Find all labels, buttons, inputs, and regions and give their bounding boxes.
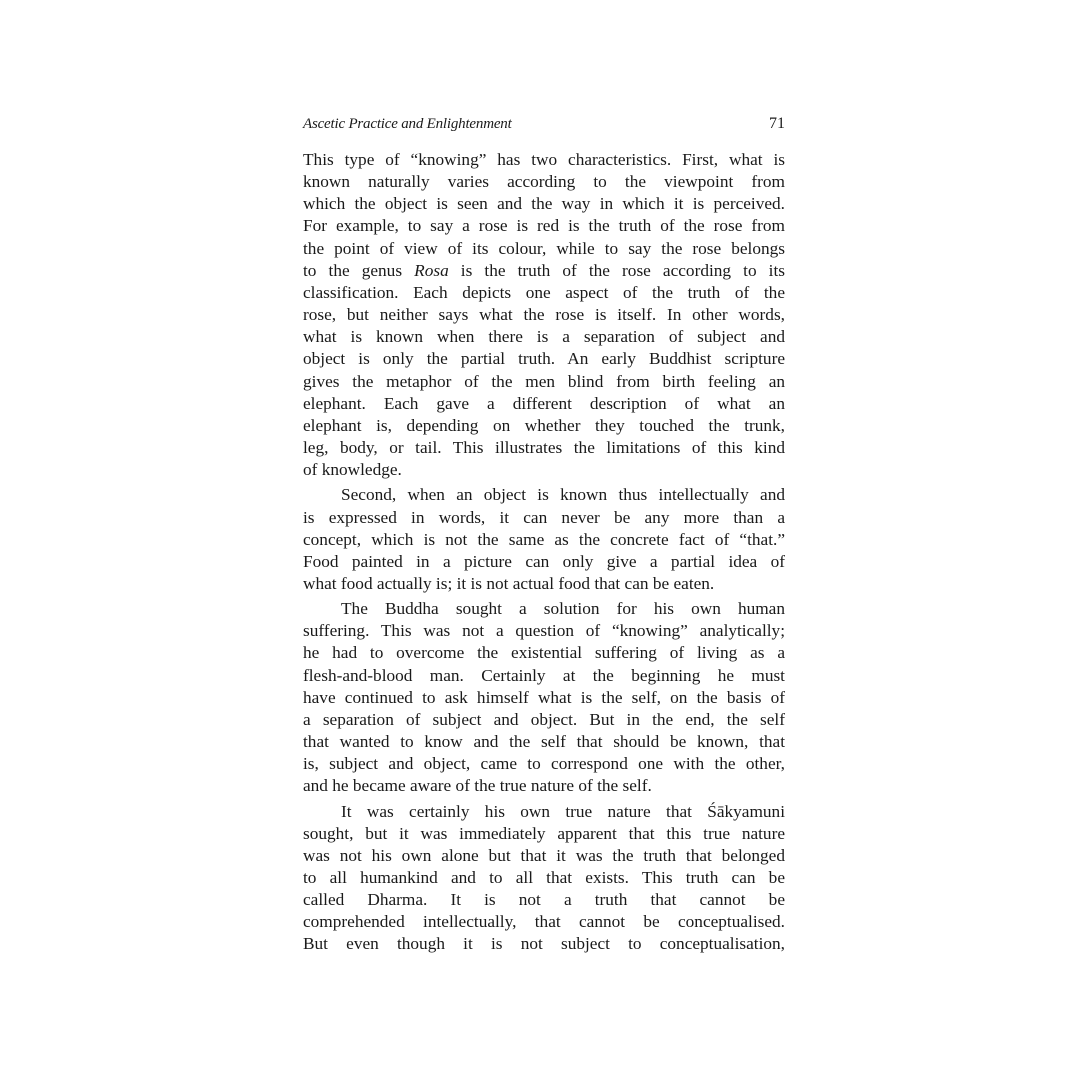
- text-line: rose, but neither says what the rose is itself. In other words,: [303, 305, 785, 325]
- text-line: is expressed in words, it can never be any more than a: [303, 507, 785, 527]
- text-line: he had to overcome the existential suffering of living as a: [303, 643, 785, 663]
- body-text: [303, 149, 785, 956]
- paragraph: [303, 598, 785, 797]
- text-line: comprehended intellectually, that cannot be conceptualised.: [303, 912, 785, 932]
- text-line: a separation of subject and object. But in the end, the self: [303, 709, 785, 729]
- text-line: called Dharma. It is not a truth that cannot be: [303, 890, 785, 910]
- text-line: was not his own alone but that it was the truth that belonged: [303, 845, 785, 865]
- text-segment: to the genus: [303, 260, 415, 280]
- text-line: have continued to ask himself what is the self, on the basis of: [303, 687, 785, 707]
- text-line: gives the metaphor of the men blind from birth feeling an: [303, 371, 785, 391]
- text-line: [303, 260, 785, 282]
- text-line: to all humankind and to all that exists. This truth can be: [303, 868, 785, 887]
- text-line: of knowledge.: [303, 460, 402, 480]
- text-line: suffering. This was not a question of “knowing” analytically;: [303, 621, 785, 641]
- paragraph: [303, 801, 785, 956]
- text-line: This type of “knowing” has two characteristics. First, what is: [303, 150, 785, 169]
- text-line: is, subject and object, came to correspond one with the other,: [303, 754, 785, 774]
- page-number: 71: [769, 115, 785, 132]
- text-line: Food painted in a picture can only give a partial idea of: [303, 551, 785, 571]
- text-line: flesh-and-blood man. Certainly at the beginning he must: [303, 665, 785, 685]
- text-line: and he became aware of the true nature of the self.: [303, 776, 652, 796]
- text-line: leg, body, or tail. This illustrates the limitations of this kind: [303, 438, 785, 458]
- running-header: [303, 115, 785, 139]
- text-line: Second, when an object is known thus intellectually and: [341, 485, 785, 505]
- text-line: sought, but it was immediately apparent that this true nature: [303, 823, 785, 843]
- text-line: what food actually is; it is not actual food that can be eaten.: [303, 573, 715, 593]
- text-line: elephant is, depending on whether they touched the trunk,: [303, 415, 785, 435]
- text-line: what is known when there is a separation of subject and: [303, 327, 785, 347]
- text-line: For example, to say a rose is red is the truth of the rose from: [303, 216, 785, 236]
- text-line: elephant. Each gave a different description of what an: [303, 393, 785, 413]
- text-line: the point of view of its colour, while to say the rose belongs: [303, 238, 785, 258]
- text-line: that wanted to know and the self that should be known, that: [303, 732, 785, 752]
- text-segment: is the truth of the rose according to its: [448, 260, 786, 280]
- text-line: classification. Each depicts one aspect of the truth of the: [303, 282, 785, 302]
- text-line: The Buddha sought a solution for his own human: [341, 599, 785, 619]
- book-page: [303, 115, 785, 956]
- text-line: which the object is seen and the way in which it is perceived.: [303, 194, 785, 214]
- text-line: But even though it is not subject to conceptualisation,: [303, 934, 785, 954]
- paragraph: [303, 149, 785, 481]
- text-line: object is only the partial truth. An early Buddhist scripture: [303, 349, 785, 369]
- text-line: It was certainly his own true nature that Śākyamuni: [341, 801, 785, 821]
- text-line: concept, which is not the same as the concrete fact of “that.”: [303, 529, 785, 549]
- running-title: Ascetic Practice and Enlightenment: [303, 116, 512, 132]
- italic-term: Rosa: [414, 260, 449, 280]
- text-line: known naturally varies according to the viewpoint from: [303, 172, 785, 192]
- paragraph: [303, 484, 785, 595]
